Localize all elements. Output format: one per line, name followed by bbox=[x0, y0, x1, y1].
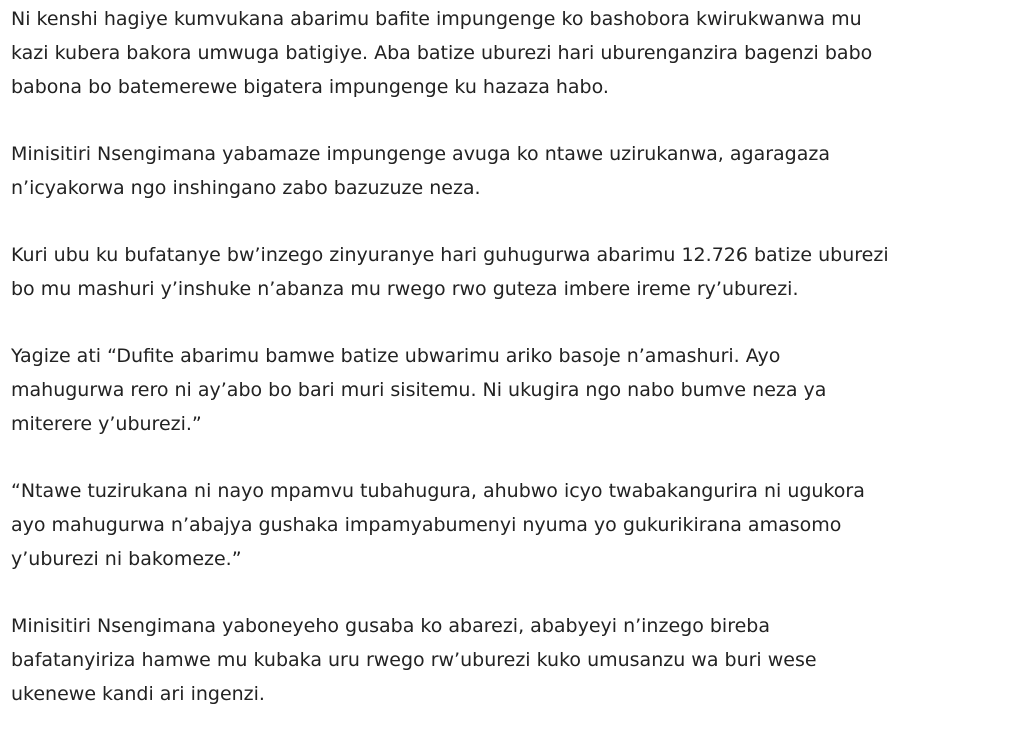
article-paragraph bbox=[11, 137, 1000, 205]
paragraph-line: kazi kubera bakora umwuga batigiye. Aba batize uburezi hari uburenganzira bagenzi babo bbox=[11, 42, 873, 64]
article-paragraph bbox=[11, 339, 1000, 441]
paragraph-line: Yagize ati “Dufite abarimu bamwe batize ubwarimu ariko basoje n’amashuri. Ayo bbox=[11, 345, 781, 367]
paragraph-line: miterere y’uburezi.” bbox=[11, 413, 202, 435]
article-paragraph bbox=[11, 2, 1000, 104]
paragraph-line: ukenewe kandi ari ingenzi. bbox=[11, 683, 265, 705]
paragraph-line: bafatanyiriza hamwe mu kubaka uru rwego rw’uburezi kuko umusanzu wa buri wese bbox=[11, 649, 817, 671]
paragraph-line: Kuri ubu ku bufatanye bw’inzego zinyuranye hari guhugurwa abarimu 12.726 batize uburezi bbox=[11, 244, 889, 266]
paragraph-line: n’icyakorwa ngo inshingano zabo bazuzuze neza. bbox=[11, 177, 481, 199]
article-paragraph bbox=[11, 609, 1000, 711]
paragraph-line: “Ntawe tuzirukana ni nayo mpamvu tubahugura, ahubwo icyo twabakangurira ni ugukora bbox=[11, 480, 865, 502]
paragraph-line: Minisitiri Nsengimana yaboneyeho gusaba ko abarezi, ababyeyi n’inzego bireba bbox=[11, 615, 770, 637]
paragraph-line: bo mu mashuri y’inshuke n’abanza mu rwego rwo guteza imbere ireme ry’uburezi. bbox=[11, 278, 799, 300]
article-paragraph bbox=[11, 474, 1000, 576]
paragraph-line: babona bo batemerewe bigatera impungenge ku hazaza habo. bbox=[11, 76, 609, 98]
paragraph-line: ayo mahugurwa n’abajya gushaka impamyabumenyi nyuma yo gukurikirana amasomo bbox=[11, 514, 842, 536]
paragraph-line: y’uburezi ni bakomeze.” bbox=[11, 548, 242, 570]
paragraph-line: mahugurwa rero ni ay’abo bo bari muri sisitemu. Ni ukugira ngo nabo bumve neza ya bbox=[11, 379, 827, 401]
paragraph-line: Minisitiri Nsengimana yabamaze impungenge avuga ko ntawe uzirukanwa, agaragaza bbox=[11, 143, 830, 165]
paragraph-line: Ni kenshi hagiye kumvukana abarimu bafite impungenge ko bashobora kwirukwanwa mu bbox=[11, 8, 862, 30]
article-paragraph bbox=[11, 238, 1000, 306]
